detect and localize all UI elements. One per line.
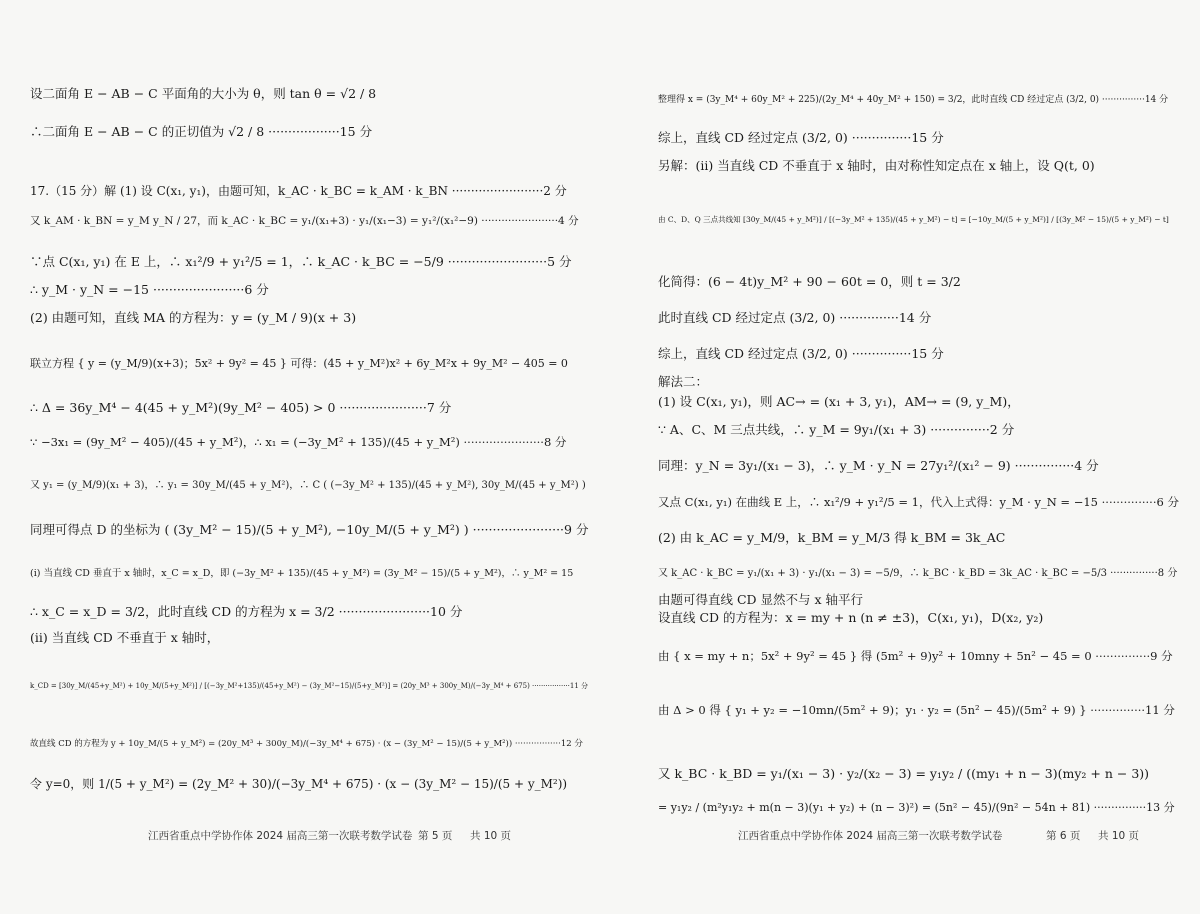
text-line: 此时直线 CD 经过定点 (3/2, 0) ···············14 分 [658, 310, 932, 325]
text-line: (2) 由 k_AC = y_M/9，k_BM = y_M/3 得 k_BM = 3k_AC [658, 530, 1006, 545]
text-line: 设二面角 E − AB − C 平面角的大小为 θ，则 tan θ = √2 / 8 [30, 86, 377, 101]
text-line: 另解：(ii) 当直线 CD 不垂直于 x 轴时，由对称性知定点在 x 轴上，设 Q(t, 0) [658, 158, 1095, 173]
page-footer-title: 江西省重点中学协作体 2024 届高三第一次联考数学试卷 [738, 830, 1003, 842]
text-line: 设直线 CD 的方程为：x = my + n (n ≠ ±3)，C(x₁, y₁)，D(x₂, y₂) [658, 610, 1044, 625]
text-line: 整理得 x = (3y_M⁴ + 60y_M² + 225)/(2y_M⁴ + 40y_M² + 150) = 3/2，此时直线 CD 经过定点 (3/2, 0) ···············14 分 [658, 95, 1169, 105]
text-line: 综上，直线 CD 经过定点 (3/2, 0) ···············15 分 [658, 346, 944, 361]
text-line: 又 k_AC · k_BC = y₁/(x₁ + 3) · y₁/(x₁ − 3) = −5/9，∴ k_BC · k_BD = 3k_AC · k_BC = −5/3 ···············8 分 [658, 568, 1178, 579]
text-line: 又 k_AM · k_BN = y_M y_N / 27，而 k_AC · k_BC = y₁/(x₁+3) · y₁/(x₁−3) = y₁²/(x₁²−9) ·······················4 分 [30, 215, 579, 227]
text-line: 17.（15 分）解 (1) 设 C(x₁, y₁)，由题可知，k_AC · k_BC = k_AM · k_BN ························2 分 [30, 184, 567, 198]
text-line: ∵点 C(x₁, y₁) 在 E 上，∴ x₁²/9 + y₁²/5 = 1，∴ k_AC · k_BC = −5/9 ·························5 分 [30, 254, 572, 269]
text-line: 又点 C(x₁, y₁) 在曲线 E 上，∴ x₁²/9 + y₁²/5 = 1，代入上式得：y_M · y_N = −15 ···············6 分 [658, 495, 1179, 509]
text-line: 解法二： [658, 374, 709, 389]
text-line: 由题可得直线 CD 显然不与 x 轴平行 [658, 592, 864, 607]
text-line: ∴ y_M · y_N = −15 ·······················6 分 [30, 282, 269, 297]
page-footer-total: 共 10 页 [1098, 830, 1140, 842]
right-page [600, 0, 1200, 914]
text-line: (ii) 当直线 CD 不垂直于 x 轴时， [30, 630, 220, 645]
text-line: 化简得：(6 − 4t)y_M² + 90 − 60t = 0，则 t = 3/2 [658, 274, 961, 289]
text-line: 令 y=0，则 1/(5 + y_M²) = (2y_M² + 30)/(−3y_M⁴ + 675) · (x − (3y_M² − 15)/(5 + y_M²)) [30, 777, 568, 791]
text-line: 同理：y_N = 3y₁/(x₁ − 3)，∴ y_M · y_N = 27y₁²/(x₁² − 9) ···············4 分 [658, 458, 1099, 473]
text-line: 又 y₁ = (y_M/9)(x₁ + 3)，∴ y₁ = 30y_M/(45 + y_M²)，∴ C ( (−3y_M² + 135)/(45 + y_M²), 30y_M/(45 + y_M²) ) [30, 480, 586, 491]
text-line: (i) 当直线 CD 垂直于 x 轴时，x_C = x_D，即 (−3y_M² + 135)/(45 + y_M²) = (3y_M² − 15)/(5 + y_M²)，∴ y_M² = 15 [30, 568, 574, 579]
text-line: = y₁y₂ / (m²y₁y₂ + m(n − 3)(y₁ + y₂) + (n − 3)²) = (5n² − 45)/(9n² − 54n + 81) ···············13 分 [658, 801, 1175, 814]
text-line: 又 k_BC · k_BD = y₁/(x₁ − 3) · y₂/(x₂ − 3) = y₁y₂ / ((my₁ + n − 3)(my₂ + n − 3)) [658, 766, 1150, 781]
text-line: ∴ x_C = x_D = 3/2，此时直线 CD 的方程为 x = 3/2 ·······················10 分 [30, 604, 463, 619]
text-line: 由 C、D、Q 三点共线知 [30y_M/(45 + y_M²)] / [(−3y_M² + 135)/(45 + y_M²) − t] = [−10y_M/(5 + y_M²)] / [(3y_M² − 15)/(5 + y_M²) − t] [658, 215, 1169, 224]
text-line: 联立方程 { y = (y_M/9)(x+3)；5x² + 9y² = 45 } 可得：(45 + y_M²)x² + 6y_M²x + 9y_M² − 405 = 0 [30, 357, 568, 370]
page-footer-number: 第 6 页 [1046, 830, 1081, 842]
text-line: ∴ Δ = 36y_M⁴ − 4(45 + y_M²)(9y_M² − 405) > 0 ······················7 分 [30, 400, 452, 415]
text-line: 故直线 CD 的方程为 y + 10y_M/(5 + y_M²) = (20y_M³ + 300y_M)/(−3y_M⁴ + 675) · (x − (3y_M² − 15)/(5 + y_M²)) ·················12 分 [30, 739, 583, 749]
text-line: (2) 由题可知，直线 MA 的方程为：y = (y_M / 9)(x + 3) [30, 310, 357, 325]
page-footer-number: 第 5 页 [418, 830, 453, 842]
text-line: 由 { x = my + n；5x² + 9y² = 45 } 得 (5m² + 9)y² + 10mny + 5n² − 45 = 0 ···············9 分 [658, 649, 1173, 663]
text-line: 综上，直线 CD 经过定点 (3/2, 0) ···············15 分 [658, 130, 944, 145]
text-line: k_CD = [30y_M/(45+y_M²) + 10y_M/(5+y_M²)] / [(−3y_M²+135)/(45+y_M²) − (3y_M²−15)/(5+y_M²)] = (20y_M³ + 300y_M)/(−3y_M⁴ + 675) ·················11 分 [30, 682, 589, 690]
text-line: 同理可得点 D 的坐标为 ( (3y_M² − 15)/(5 + y_M²), −10y_M/(5 + y_M²) ) ·······················9 分 [30, 522, 589, 537]
text-line: ∵ A、C、M 三点共线，∴ y_M = 9y₁/(x₁ + 3) ···············2 分 [658, 422, 1015, 437]
text-line: ∴二面角 E − AB − C 的正切值为 √2 / 8 ··················15 分 [30, 124, 373, 139]
text-line: (1) 设 C(x₁, y₁)，则 AC→ = (x₁ + 3, y₁)，AM→ = (9, y_M)， [658, 394, 1020, 409]
text-line: 由 Δ > 0 得 { y₁ + y₂ = −10mn/(5m² + 9)；y₁ · y₂ = (5n² − 45)/(5m² + 9) } ···············11 分 [658, 703, 1175, 717]
page-footer-title: 江西省重点中学协作体 2024 届高三第一次联考数学试卷 [148, 830, 413, 842]
page-footer-total: 共 10 页 [470, 830, 512, 842]
text-line: ∵ −3x₁ = (9y_M² − 405)/(45 + y_M²)，∴ x₁ = (−3y_M² + 135)/(45 + y_M²) ······················8 分 [30, 435, 567, 449]
